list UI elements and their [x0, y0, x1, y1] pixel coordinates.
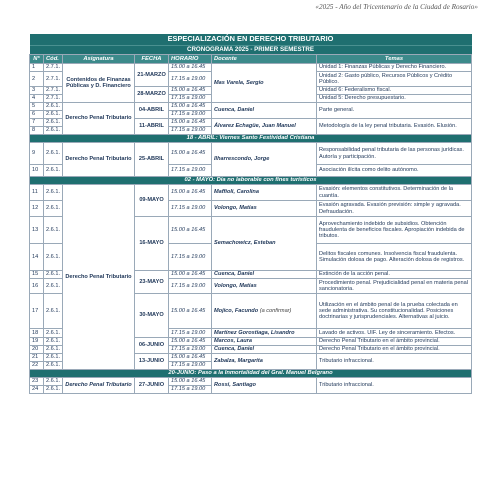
col-header-number: N° — [30, 55, 44, 64]
teacher-name: Mojico, Facundo — [214, 307, 259, 314]
row-number: 12 — [30, 201, 44, 217]
teacher-cell: Mas Varela, Sergio — [212, 64, 317, 103]
row-number: 23 — [30, 378, 44, 386]
row-number: 7 — [30, 119, 44, 127]
row-number: 11 — [30, 185, 44, 201]
schedule-cell: 17.15 a 19.00 — [169, 346, 212, 354]
row-code: 2.7.1. — [44, 64, 63, 72]
teacher-cell: Rossi, Santiago — [212, 378, 317, 394]
topic-cell: Unidad 1: Finanzas Públicas y Derecho Financiero. — [317, 64, 472, 72]
subject-cell: Derecho Penal Tributario — [63, 185, 135, 370]
row-code: 2.7.1. — [44, 72, 63, 87]
subject-cell: Derecho Penal Tributario — [63, 378, 135, 394]
row-code: 2.6.1. — [44, 217, 63, 244]
table-row — [30, 64, 472, 72]
row-number: 19 — [30, 338, 44, 346]
row-number: 2 — [30, 72, 44, 87]
schedule-cell: 15.00 a 16.45 — [169, 87, 212, 95]
col-header-teacher: Docente — [212, 55, 317, 64]
schedule-cell: 17.15 a 19.00 — [169, 127, 212, 135]
schedule-cell: 15.00 a 16.45 — [169, 354, 212, 362]
topic-cell: Responsabilidad penal tributaria de las personas jurídicas. Autoría y participación. — [317, 143, 472, 165]
date-cell: 09-MAYO — [135, 185, 169, 217]
topic-cell: Delitos fiscales comunes. Insolvencia fiscal fraudulenta. Simulación dolosa de pago. Alteración dolosa de registros. — [317, 244, 472, 271]
topic-cell: Unidad 2: Gasto público, Recursos Públicos y Crédito Público. — [317, 72, 472, 87]
row-number: 22 — [30, 362, 44, 370]
topic-cell: Tributario infraccional. — [317, 378, 472, 394]
col-header-topics: Temas — [317, 55, 472, 64]
date-cell: 04-ABRIL — [135, 103, 169, 119]
row-number: 16 — [30, 279, 44, 294]
date-cell: 27-JUNIO — [135, 378, 169, 394]
row-code: 2.6.1. — [44, 386, 63, 394]
date-cell: 28-MARZO — [135, 87, 169, 103]
schedule-cell: 17.15 a 19.00 — [169, 362, 212, 370]
row-code: 2.6.1. — [44, 244, 63, 271]
holiday-separator: 02 - MAYO: Día no laborable con fines turísticos — [30, 177, 472, 185]
col-header-code: Cód. — [44, 55, 63, 64]
topic-cell: Procedimiento penal. Prejudicialidad penal en materia penal sancionatoria. — [317, 279, 472, 294]
holiday-separator: 20-JUNIO: Paso a la Inmortalidad del Gral. Manuel Belgrano — [30, 370, 472, 378]
row-code: 2.6.1. — [44, 378, 63, 386]
row-code: 2.6.1. — [44, 111, 63, 119]
teacher-cell: Ilharrescondo, Jorge — [212, 143, 317, 177]
row-code: 2.6.1. — [44, 185, 63, 201]
teacher-cell: Zabalza, Margarita — [212, 354, 317, 370]
topic-cell: Evasión: elementos constitutivos. Determinación de la cuantía. — [317, 185, 472, 201]
schedule-cell: 15.00 a 16.45 — [169, 217, 212, 244]
subject-cell: Contenidos de Finanzas Públicas y D. Financiero — [63, 64, 135, 103]
topic-cell: Lavado de activos. UIF. Ley de sinceramiento. Efectos. — [317, 329, 472, 338]
date-cell: 13-JUNIO — [135, 354, 169, 370]
schedule-cell: 17.15 a 19.00 — [169, 165, 212, 177]
teacher-cell: Álvarez Echagüe, Juan Manuel — [212, 119, 317, 135]
schedule-cell: 15.00 a 16.45 — [169, 185, 212, 201]
table-row — [30, 185, 472, 201]
schedule-subtitle: CRONOGRAMA 2025 - PRIMER SEMESTRE — [30, 46, 472, 55]
row-code: 2.6.1. — [44, 201, 63, 217]
row-number: 17 — [30, 294, 44, 329]
holiday-separator: 18 - ABRIL: Viernes Santo Festividad Cristiana — [30, 135, 472, 143]
schedule-cell: 17.15 a 19.00 — [169, 72, 212, 87]
col-header-date: FECHA — [135, 55, 169, 64]
row-number: 24 — [30, 386, 44, 394]
row-code: 2.6.1. — [44, 103, 63, 111]
schedule-cell: 15.00 a 16.45 — [169, 271, 212, 279]
schedule-container — [29, 34, 471, 394]
row-number: 9 — [30, 143, 44, 165]
teacher-cell: Martínez Gorostiaga, Lisandro — [212, 329, 317, 338]
row-number: 8 — [30, 127, 44, 135]
row-code: 2.6.1. — [44, 338, 63, 346]
topic-cell: Derecho Penal Tributario en el ámbito provincial. — [317, 338, 472, 346]
topic-cell: Derecho Penal Tributario en el ámbito provincial. — [317, 346, 472, 354]
teacher-cell: Cuenca, Daniel — [212, 103, 317, 119]
topic-cell: Evasión agravada. Evasión previsión: simple y agravada. Defraudación. — [317, 201, 472, 217]
row-code: 2.6.1. — [44, 279, 63, 294]
schedule-title: ESPECIALIZACIÓN EN DERECHO TRIBUTARIO — [30, 34, 472, 46]
teacher-cell: Cuenca, Daniel — [212, 346, 317, 354]
topic-cell: Parte general. — [317, 103, 472, 119]
teacher-cell — [212, 294, 317, 329]
topic-cell: Tributario infraccional. — [317, 354, 472, 370]
schedule-cell: 17.15 a 19.00 — [169, 386, 212, 394]
teacher-cell: Volongo, Matías — [212, 279, 317, 294]
schedule-cell: 17.15 a 19.00 — [169, 279, 212, 294]
date-cell: 21-MARZO — [135, 64, 169, 87]
row-code: 2.6.1. — [44, 127, 63, 135]
row-number: 14 — [30, 244, 44, 271]
row-code: 2.7.1. — [44, 87, 63, 95]
row-number: 20 — [30, 346, 44, 354]
table-row — [30, 143, 472, 165]
row-number: 10 — [30, 165, 44, 177]
col-header-subject: Asignatura — [63, 55, 135, 64]
topic-cell: Unidad 5: Derecho presupuestario. — [317, 95, 472, 103]
topic-cell: Asociación ilícita como delito autónomo. — [317, 165, 472, 177]
row-number: 6 — [30, 111, 44, 119]
row-number: 3 — [30, 87, 44, 95]
table-row — [30, 378, 472, 386]
row-number: 4 — [30, 95, 44, 103]
col-header-schedule: HORARIO — [169, 55, 212, 64]
row-number: 15 — [30, 271, 44, 279]
table-header-row — [30, 55, 472, 64]
date-cell: 25-ABRIL — [135, 143, 169, 177]
row-code: 2.6.1. — [44, 143, 63, 165]
schedule-cell: 17.15 a 19.00 — [169, 244, 212, 271]
teacher-cell: Volongo, Matías — [212, 201, 317, 217]
teacher-note: (a confirmar) — [259, 307, 292, 314]
row-code: 2.6.1. — [44, 329, 63, 338]
header-note: «2025 - Año del Tricentenario de la Ciudad de Rosario» — [315, 3, 478, 11]
date-cell: 06-JUNIO — [135, 338, 169, 354]
schedule-cell: 15.00 a 16.45 — [169, 64, 212, 72]
schedule-cell: 17.15 a 19.00 — [169, 329, 212, 338]
schedule-table — [29, 34, 472, 394]
row-code: 2.6.1. — [44, 165, 63, 177]
schedule-cell: 17.15 a 19.00 — [169, 111, 212, 119]
date-cell: 23-MAYO — [135, 271, 169, 294]
row-number: 21 — [30, 354, 44, 362]
row-code: 2.6.1. — [44, 354, 63, 362]
schedule-cell: 15.00 a 16.45 — [169, 103, 212, 111]
row-code: 2.7.1. — [44, 95, 63, 103]
topic-cell: Aprovechamiento indebido de subsidios. Obtención fraudulenta de beneficios fiscales. Apropiación indebida de tributos. — [317, 217, 472, 244]
topic-cell: Extinción de la acción penal. — [317, 271, 472, 279]
teacher-cell: Cuenca, Daniel — [212, 271, 317, 279]
teacher-cell: Semachowicz, Esteban — [212, 217, 317, 271]
row-code: 2.6.1. — [44, 362, 63, 370]
schedule-cell: 17.15 a 19.00 — [169, 95, 212, 103]
schedule-cell: 17.15 a 19.00 — [169, 201, 212, 217]
row-number: 18 — [30, 329, 44, 338]
topic-cell: Metodología de la ley penal tributaria. Evasión. Elusión. — [317, 119, 472, 135]
row-code: 2.6.1. — [44, 346, 63, 354]
schedule-cell: 15.00 a 16.45 — [169, 378, 212, 386]
date-cell: 11-ABRIL — [135, 119, 169, 135]
topic-cell: Unidad 6: Federalismo fiscal. — [317, 87, 472, 95]
row-number: 5 — [30, 103, 44, 111]
row-number: 13 — [30, 217, 44, 244]
teacher-cell: Marcos, Laura — [212, 338, 317, 346]
schedule-cell: 15.00 a 16.45 — [169, 143, 212, 165]
date-cell: 30-MAYO — [135, 294, 169, 338]
subject-cell: Derecho Penal Tributario — [63, 143, 135, 177]
row-code: 2.6.1. — [44, 119, 63, 127]
row-code: 2.6.1. — [44, 271, 63, 279]
topic-cell: Utilización en el ámbito penal de la prueba colectada en sede administrativa. Su constitucionalidad. Posiciones doctrinarias y jurisprudenciales. Alternativas al juicio. — [317, 294, 472, 329]
teacher-cell: Maffioli, Carolina — [212, 185, 317, 201]
schedule-cell: 15.00 a 16.45 — [169, 294, 212, 329]
schedule-cell: 15.00 a 16.45 — [169, 119, 212, 127]
subject-cell: Derecho Penal Tributario — [63, 103, 135, 135]
table-row — [30, 103, 472, 111]
date-cell: 16-MAYO — [135, 217, 169, 271]
schedule-cell: 15.00 a 16.45 — [169, 338, 212, 346]
row-code: 2.6.1. — [44, 294, 63, 329]
row-number: 1 — [30, 64, 44, 72]
